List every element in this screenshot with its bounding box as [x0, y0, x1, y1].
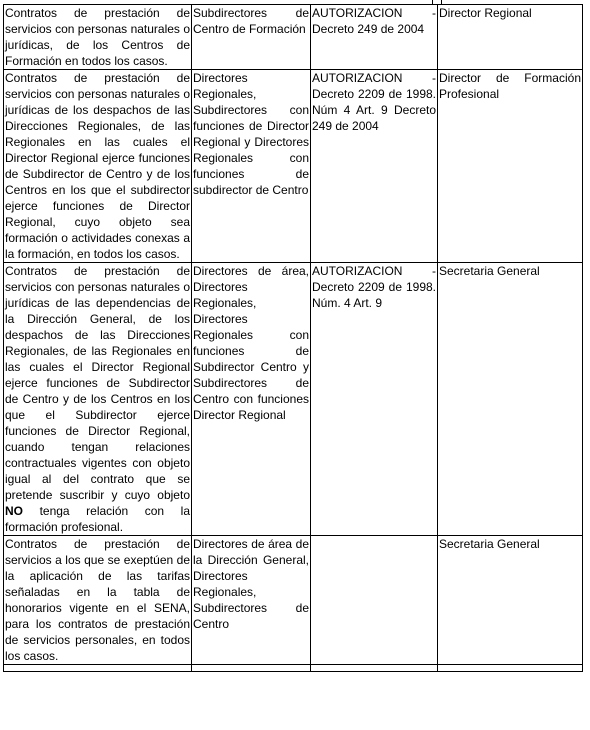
approver-cell: Directores Regionales, Subdirectores con funciones de Director Regional y Directores Regionales con funciones de subdirector de Centro — [192, 70, 311, 263]
authorization-cell: AUTORIZACION - Decreto 2209 de 1998. Núm. 4 Art. 9 — [311, 263, 438, 536]
delegate-cell — [438, 665, 583, 672]
table-row — [4, 263, 583, 536]
table-row — [4, 5, 583, 70]
contract-type-cell: Contratos de prestación de servicios con personas naturales o jurídicas, de los Centros de Formación en todos los casos. — [5, 6, 190, 68]
contract-type-cell — [4, 665, 192, 672]
contract-type-cell: Contratos de prestación de servicios con personas naturales o jurídicas de los despachos de las Direcciones Regionales, de las Regionales en las cuales el Director Regional ejerce funciones de Subdirector de Centro y de los Centros en los que el subdirector ejerce funciones de Director Regional, cuyo objeto sea formación o actividades conexas a la formación, en todos los casos. — [5, 71, 190, 261]
delegate-cell: Director de Formación Profesional — [438, 70, 583, 263]
approver-cell: Directores de área, Directores Regionales, Directores Regionales con funciones de Subdirector Centro y Subdirectores de Centro con funciones Director Regional — [192, 263, 311, 536]
authorization-cell: AUTORIZACION - Decreto 249 de 2004 — [311, 5, 438, 70]
delegation-table — [3, 4, 583, 672]
contract-emphasis: NO — [5, 504, 23, 518]
authorization-cell — [311, 665, 438, 672]
contract-text: tenga relación con la formación profesional. — [5, 504, 190, 534]
authorization-cell: AUTORIZACION - Decreto 2209 de 1998. Núm 4 Art. 9 Decreto 249 de 2004 — [311, 70, 438, 263]
approver-cell: Directores de área de la Dirección General, Directores Regionales, Subdirectores de Centro — [192, 536, 311, 665]
approver-cell — [192, 665, 311, 672]
delegate-cell: Secretaria General — [438, 536, 583, 665]
delegate-cell: Secretaria General — [438, 263, 583, 536]
contract-type-cell: Contratos de prestación de servicios a los que se exeptúen de la aplicación de las tarifas señaladas en la tabla de honorarios vigente en el SENA, para los contratos de prestación de servicios personales, en todos los casos. — [5, 537, 190, 663]
table-row-cut-off — [4, 665, 583, 672]
contract-text: Contratos de prestación de servicios con personas naturales o jurídicas de las dependencias de la Dirección General, de los despachos de las Direcciones Regionales, de las Regionales en las cuales el Director Regional ejerce funciones de Subdirector de Centro y de los Centros en los que el Subdirector ejerce funciones de Director Regional, cuando tengan relaciones contractuales vigentes con objeto igual al del contrato que se pretende suscribir y cuyo objeto — [5, 264, 190, 502]
delegate-cell: Director Regional — [438, 5, 583, 70]
approver-cell: Subdirectores de Centro de Formación — [192, 5, 311, 70]
authorization-cell — [311, 536, 438, 665]
table-row — [4, 70, 583, 263]
table-row — [4, 536, 583, 665]
contract-type-cell — [4, 263, 192, 536]
